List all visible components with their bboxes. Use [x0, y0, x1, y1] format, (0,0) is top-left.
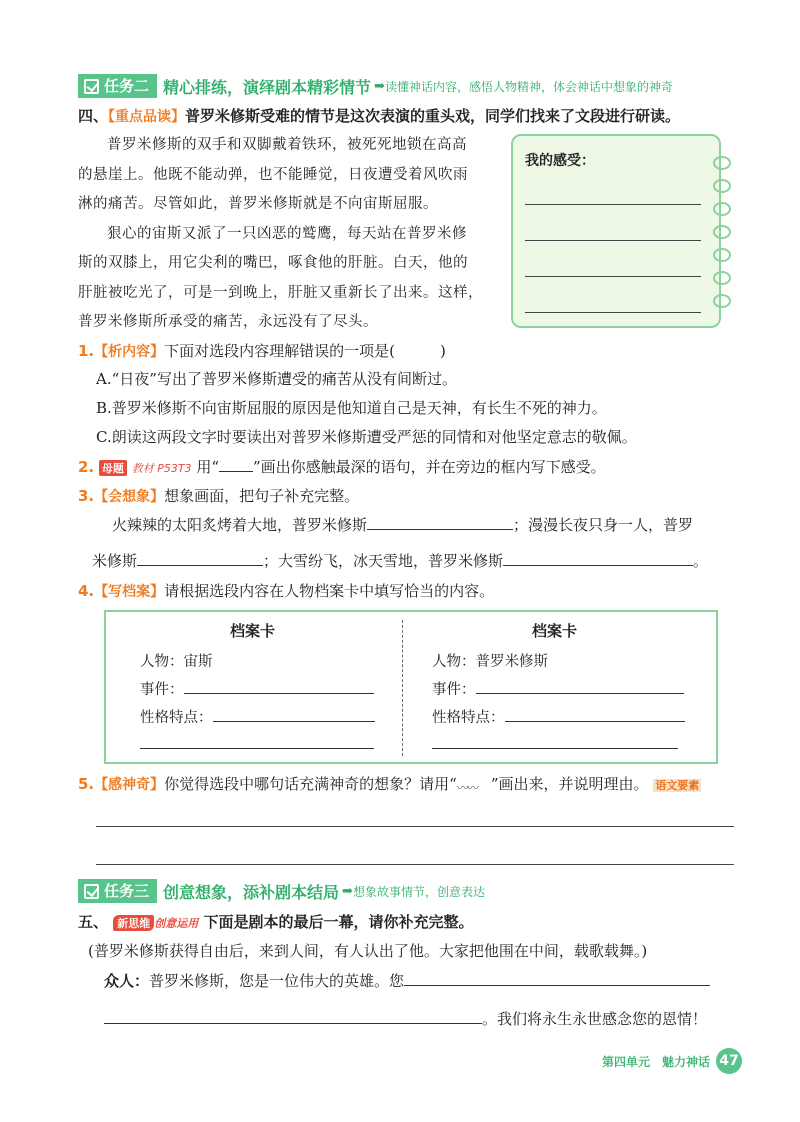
card-left-trait: [140, 706, 375, 727]
section4-heading: [78, 105, 680, 126]
card-right-title: 档案卡: [532, 622, 578, 640]
feeling-notebox: [511, 134, 721, 328]
arrow-right-icon: ➡: [374, 78, 385, 94]
q1-option-c[interactable]: C.朗读这两段文字时要读出对普罗米修斯遭受严惩的同情和对他坚定意志的敬佩。: [96, 428, 637, 446]
q2-text-after: ”画出你感触最深的语句，并在旁边的框内写下感受。: [253, 458, 606, 476]
q1-option-a[interactable]: A.“日夜”写出了普罗米修斯遭受的痛苦从没有间断过。: [96, 370, 457, 388]
task3-banner: [78, 878, 485, 904]
card-right-event-label: 事件：: [432, 682, 476, 698]
fill-blank[interactable]: [367, 515, 513, 530]
fill-blank[interactable]: [505, 707, 685, 722]
answer-line[interactable]: [525, 240, 701, 241]
dialogue-line2: [104, 1008, 707, 1029]
passage-line: 的悬崖上。他既不能动弹，也不能睡觉，日夜遭受着风吹雨: [78, 166, 468, 183]
q3-text: 想象画面，把句子补充完整。: [164, 487, 360, 505]
dialogue-end-text: 。我们将永生永世感念您的恩情！: [482, 1010, 708, 1028]
passage-line: 普罗米修斯所承受的痛苦，永远没有了尽头。: [78, 314, 378, 330]
underline-sample: [219, 457, 253, 472]
q4-text: 请根据选段内容在人物档案卡中填写恰当的内容。: [164, 582, 495, 600]
fill-blank[interactable]: [404, 971, 710, 986]
answer-line[interactable]: [525, 204, 701, 205]
task2-label: 任务二: [104, 77, 150, 95]
card-left-event-label: 事件：: [140, 682, 184, 698]
new-thinking-badge: 新思维: [113, 915, 154, 931]
notebox-title: 我的感受：: [525, 153, 595, 169]
q5-stem: [78, 773, 701, 796]
passage-line: 淋的痛苦。尽管如此，普罗米修斯就是不向宙斯屈服。: [78, 196, 438, 212]
card-left-person: 人物：宙斯: [140, 654, 213, 670]
fill-blank[interactable]: [432, 748, 678, 749]
section5-text: 下面是剧本的最后一幕，请你补充完整。: [203, 913, 474, 931]
dialogue-text: 普罗米修斯，您是一位伟大的英雄。您: [149, 972, 405, 990]
language-element-tag: 语文要素: [655, 779, 700, 792]
page-number: 47: [716, 1048, 742, 1074]
arrow-right-icon: ➡: [342, 883, 353, 899]
answer-line[interactable]: [525, 276, 701, 277]
q4-stem: [78, 580, 494, 601]
q2-number: 2.: [78, 458, 95, 476]
q1-option-b[interactable]: B.普罗米修斯不向宙斯屈服的原因是他知道自己是天神，有长生不死的神力。: [96, 399, 607, 417]
task2-goal: 读懂神话内容，感悟人物精神，体会神话中想象的神奇: [384, 79, 673, 94]
task3-goal: 想象故事情节，创意表达: [352, 884, 485, 899]
passage-line: 普罗米修斯的双手和双脚戴着铁环，被死死地锁在高高: [107, 137, 467, 153]
fill-blank[interactable]: [184, 679, 374, 694]
passage-line: 狠心的宙斯又派了一只凶恶的鹫鹰，每天站在普罗米修: [107, 225, 467, 242]
page-footer: [602, 1048, 742, 1074]
passage-line: 斯的双膝上，用它尖利的嘴巴，啄食他的肝脏。白天，他的: [78, 255, 468, 271]
q3-line1-a: 火辣辣的太阳炙烤着大地，普罗米修斯: [112, 516, 368, 534]
card-right-trait-label: 性格特点：: [432, 710, 505, 726]
answer-line[interactable]: [96, 864, 734, 865]
speaker-label: 众人：: [104, 972, 150, 990]
fill-blank[interactable]: [140, 748, 374, 749]
dialogue-line1: [104, 970, 710, 991]
unit-label: 第四单元 魅力神话: [601, 1054, 710, 1069]
q3-line2-a: 米修斯: [92, 552, 138, 570]
fill-blank[interactable]: [104, 1009, 482, 1024]
task3-title: 创意想象，添补剧本结局: [163, 882, 340, 902]
task2-banner: [78, 73, 673, 99]
q2-stem: [78, 456, 606, 477]
q1-number: 1.: [78, 342, 95, 360]
q3-number: 3.: [78, 487, 95, 505]
card-right-person: 人物：普罗米修斯: [432, 654, 548, 670]
fill-blank[interactable]: [137, 551, 263, 566]
profile-card-pair: [104, 610, 718, 764]
checkbox-icon: [84, 79, 99, 94]
stage-direction: (普罗米修斯获得自由后，来到人间，有人认出了他。大家把他围在中间，载歌载舞。): [88, 942, 648, 960]
q4-number: 4.: [78, 582, 95, 600]
section4-text: 普罗米修斯受难的情节是这次表演的重头戏，同学们找来了文段进行研读。: [185, 107, 681, 125]
card-left-event: [140, 678, 374, 699]
section4-prefix: 四、: [78, 107, 109, 125]
card-right-trait: [432, 706, 685, 727]
q2-text-before: 用“: [196, 458, 220, 476]
passage: [78, 131, 498, 338]
task2-title: 精心排练，演绎剧本精彩情节: [163, 77, 372, 97]
fill-blank[interactable]: [476, 679, 684, 694]
task2-badge: [78, 74, 157, 98]
q3-stem: [78, 485, 359, 506]
fill-blank[interactable]: [213, 707, 375, 722]
q3-line2-c: 。: [693, 552, 709, 570]
mother-question-badge: 母题: [99, 460, 127, 476]
card-right-event: [432, 678, 684, 699]
q3-line2-b: ；大雪纷飞，冰天雪地，普罗米修斯: [263, 552, 504, 570]
q1-stem: [78, 340, 446, 361]
task3-badge: [78, 879, 157, 903]
creative-use-label: 创意运用: [154, 917, 199, 930]
textbook-source: 教材 P53T3: [131, 462, 192, 475]
q5-text-before: 你觉得选段中哪句话充满神奇的想象？请用“: [164, 775, 457, 793]
q3-line1: [112, 514, 693, 535]
spiral-binding-icon: [713, 156, 731, 316]
passage-line: 肝脏被吃光了，可是一到晚上，肝脏又重新长了出来。这样，: [78, 284, 483, 301]
q3-line1-b: ；漫漫长夜只身一人，普罗: [513, 516, 694, 534]
section4-tag: 【重点品读】: [108, 109, 186, 125]
card-left-trait-label: 性格特点：: [140, 710, 213, 726]
q5-tag: 【感神奇】: [94, 777, 165, 793]
q1-tag: 【析内容】: [94, 344, 165, 360]
task3-label: 任务三: [104, 882, 150, 900]
card-left-title: 档案卡: [230, 622, 276, 640]
fill-blank[interactable]: [503, 551, 693, 566]
checkbox-icon: [84, 884, 99, 899]
answer-line[interactable]: [96, 826, 734, 827]
q5-number: 5.: [78, 775, 95, 793]
card-divider: [402, 620, 403, 756]
wavy-underline-icon: 〰〰: [456, 781, 477, 795]
q4-tag: 【写档案】: [94, 584, 165, 600]
section5-prefix: 五、: [78, 913, 109, 931]
q5-text-after: ”画出来，并说明理由。: [490, 775, 649, 793]
answer-line[interactable]: [525, 312, 701, 313]
q3-tag: 【会想象】: [94, 489, 165, 505]
section5-heading: [78, 911, 474, 932]
q1-text: 下面对选段内容理解错误的一项是( ): [164, 342, 446, 360]
q3-line2: [92, 550, 708, 571]
